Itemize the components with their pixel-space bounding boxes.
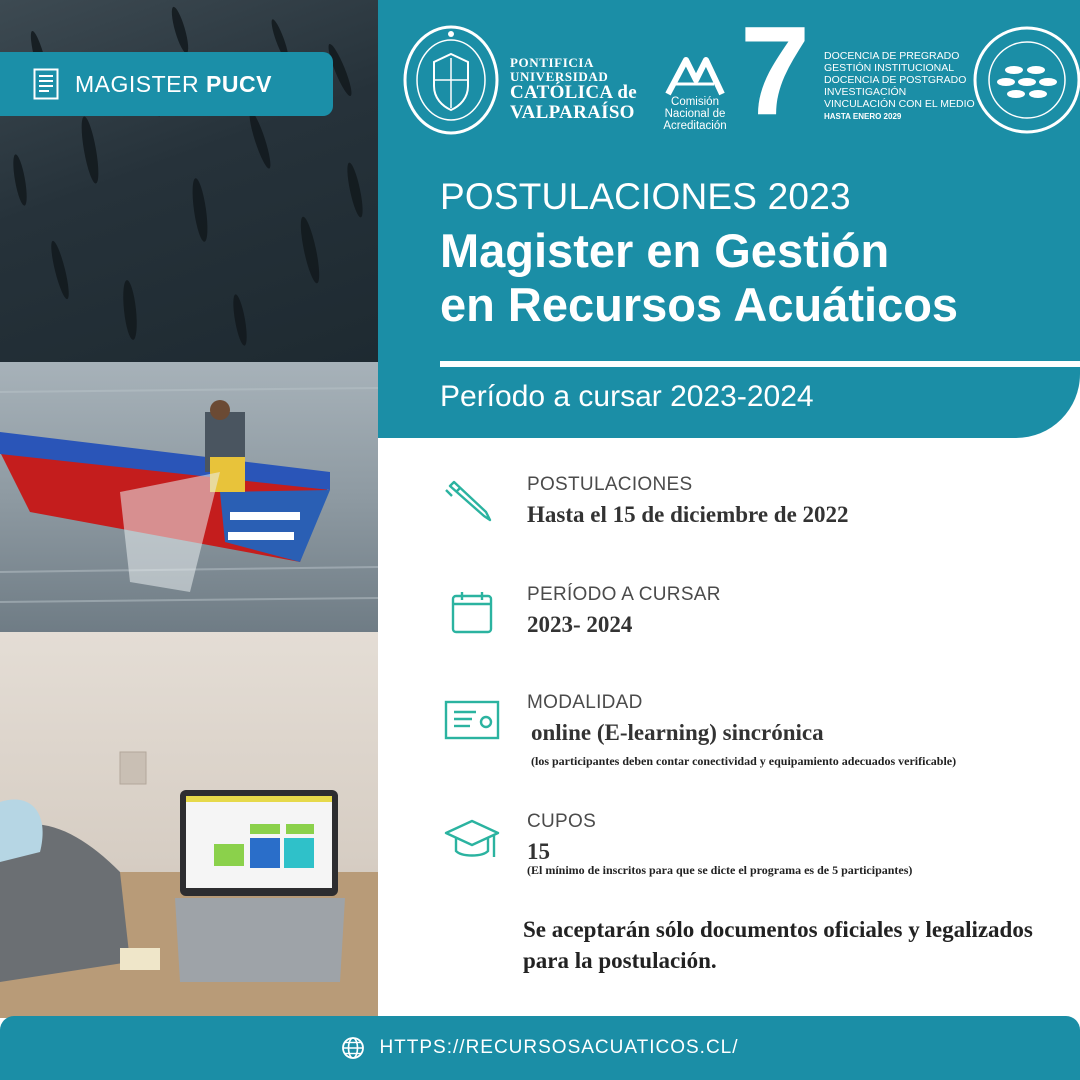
badge-label: MAGISTER PUCV bbox=[75, 70, 272, 97]
program-title: Magister en Gestión en Recursos Acuáticos bbox=[440, 224, 959, 332]
header-banner bbox=[378, 0, 1080, 438]
graduation-cap-icon bbox=[444, 817, 500, 863]
applications-deadline: Hasta el 15 de diciembre de 2022 bbox=[527, 502, 849, 527]
website-link[interactable]: HTTPS://RECURSOSACUATICOS.CL/ bbox=[379, 1037, 739, 1058]
applications-kicker: POSTULACIONES 2023 bbox=[440, 176, 851, 217]
program-badge bbox=[0, 52, 333, 116]
pen-icon bbox=[444, 480, 500, 526]
student-laptop-photo bbox=[0, 632, 378, 1018]
seats-note: (El mínimo de inscritos para que se dicte el programa es de 5 participantes) bbox=[527, 863, 913, 877]
logo-row bbox=[402, 0, 1072, 142]
applications-label: POSTULACIONES bbox=[527, 474, 693, 495]
documents-notice: Se aceptarán sólo documentos oficiales y legalizados para la postulación. bbox=[523, 917, 1033, 974]
fishing-boat-photo bbox=[0, 362, 378, 632]
document-icon bbox=[33, 68, 59, 100]
globe-icon bbox=[341, 1036, 365, 1060]
cna-name: Comisión Nacional de Acreditación bbox=[663, 96, 727, 133]
accreditation-areas: DOCENCIA DE PREGRADO GESTIÓN INSTITUCIONAL DOCENCIA DE POSTGRADO INVESTIGACIÓN VINCULACIÓN CON EL MEDIO HASTA ENERO 2029 bbox=[824, 50, 975, 122]
title-divider bbox=[440, 361, 1080, 367]
period-value: 2023- 2024 bbox=[527, 612, 633, 637]
modality-note: (los participantes deben contar conectividad y equipamiento adecuados verificable) bbox=[531, 754, 957, 768]
pucv-seal-logo bbox=[402, 24, 500, 136]
certificate-icon bbox=[444, 698, 500, 744]
accreditation-years: 7 bbox=[740, 0, 811, 141]
seats-value: 15 bbox=[527, 839, 550, 864]
period-label: PERÍODO A CURSAR bbox=[527, 584, 721, 605]
accreditation-until: HASTA ENERO 2029 bbox=[824, 112, 902, 122]
modality-label: MODALIDAD bbox=[527, 692, 643, 713]
seats-label: CUPOS bbox=[527, 811, 597, 832]
calendar-icon bbox=[444, 590, 500, 636]
pucv-wordmark: PONTIFICIA UNIVERSIDAD CATÓLICA de VALPARAÍSO bbox=[510, 55, 637, 124]
program-period: Período a cursar 2023-2024 bbox=[440, 380, 814, 413]
school-seal-logo bbox=[972, 22, 1080, 138]
footer-bar bbox=[0, 1016, 1080, 1080]
modality-value: online (E-learning) sincrónica bbox=[531, 720, 824, 745]
